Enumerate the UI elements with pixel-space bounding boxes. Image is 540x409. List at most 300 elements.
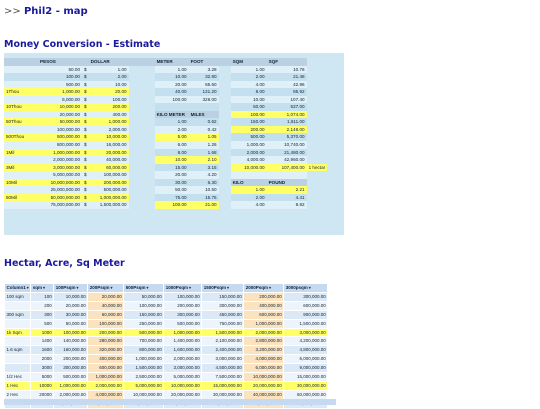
foot-value: 10.50 <box>189 186 219 194</box>
table-cell: 100,000.00 <box>124 301 164 310</box>
table-cell: 6,000,000.00 <box>244 364 284 373</box>
sqf-value: 2,148.00 <box>267 126 307 134</box>
dollar-value: 500,000.00 <box>89 186 129 194</box>
gap-cell <box>219 103 231 111</box>
dollar-value: 2,000.00 <box>89 126 129 134</box>
hectar-header-2[interactable] <box>54 284 88 293</box>
table-cell: 2,400,000.00 <box>202 346 244 355</box>
gap-cell <box>129 118 155 126</box>
gap-cell <box>219 156 231 164</box>
table-cell: 1,500,000.00 <box>202 328 244 337</box>
foot-value: 0.62 <box>189 118 219 126</box>
gap-cell <box>219 58 231 66</box>
pesos-header: PESOS <box>38 58 82 66</box>
table-row <box>5 355 328 364</box>
pesos-value: 100.00 <box>38 73 82 81</box>
hectar-header-0[interactable] <box>5 284 31 293</box>
table-row <box>5 364 328 373</box>
gap-cell <box>219 179 231 187</box>
dollar-header: DOLLAR <box>89 58 129 66</box>
table-cell: 9,000,000.00 <box>284 364 328 373</box>
row-label: 1 Hec <box>5 381 31 390</box>
money-row-label <box>4 126 38 134</box>
gap-cell <box>219 126 231 134</box>
sqf-value: 42.96 <box>267 81 307 89</box>
foot-value: 131.20 <box>189 88 219 96</box>
table-cell: 10,000.00 <box>54 292 88 301</box>
table-cell: 1,500,000.00 <box>124 364 164 373</box>
table-cell: 10,000,000.00 <box>244 373 284 382</box>
dollar-sign: $ <box>84 172 87 178</box>
table-cell: 750,000.00 <box>202 319 244 328</box>
filter-dropdown-icon[interactable]: ▾ <box>189 285 192 290</box>
dollar-value: 10,000.00 <box>89 133 129 141</box>
table-cell: 600,000.00 <box>244 310 284 319</box>
table-cell: 7,500,000.00 <box>202 373 244 382</box>
pesos-value: 5,000,000.00 <box>38 171 82 179</box>
hectar-header-6[interactable] <box>202 284 244 293</box>
foot-value <box>189 103 219 111</box>
dollar-sign: $ <box>84 119 87 125</box>
dollar-value: 400.00 <box>89 111 129 119</box>
row-label <box>5 319 31 328</box>
pesos-value: 20,000.00 <box>38 111 82 119</box>
foot-value: 65.60 <box>189 81 219 89</box>
table-row <box>5 292 328 301</box>
filter-dropdown-icon[interactable]: ▾ <box>110 285 113 290</box>
gap-cell <box>129 164 155 172</box>
gap-cell <box>129 133 155 141</box>
gap-cell <box>129 179 155 187</box>
meter-value <box>155 103 189 111</box>
table-cell: 100,000.00 <box>164 292 202 301</box>
table-cell: 100,000.00 <box>54 328 88 337</box>
table-cell: 40,000,000.00 <box>244 390 284 399</box>
money-row-label: 3Mil <box>4 164 38 172</box>
sqm-value <box>231 171 267 179</box>
gap-cell <box>219 186 231 194</box>
money-conversion-table <box>4 58 327 209</box>
table-cell: 150,000.00 <box>124 310 164 319</box>
table-cell: 30,000,000.00 <box>202 390 244 399</box>
dollar-sign: $ <box>84 111 87 117</box>
table-cell: 2000 <box>31 355 54 364</box>
table-cell: 300,000.00 <box>54 364 88 373</box>
breadcrumb <box>4 6 88 17</box>
filter-dropdown-icon[interactable]: ▾ <box>76 285 79 290</box>
table-cell: 500,000.00 <box>124 328 164 337</box>
row-label <box>5 337 31 346</box>
table-cell: 100 <box>31 292 54 301</box>
pesos-value: 5,000.00 <box>38 96 82 104</box>
money-row-label <box>4 156 38 164</box>
meter-value: 20.00 <box>155 81 189 89</box>
table-cell: 400,000.00 <box>88 355 124 364</box>
sqm-value: 150.00 <box>231 118 267 126</box>
table-cell: 1,000,000.00 <box>164 328 202 337</box>
table-row <box>5 390 328 399</box>
money-row-label: 50Thou <box>4 118 38 126</box>
table-cell: 3,000,000.00 <box>284 328 328 337</box>
foot-value: 1.26 <box>189 141 219 149</box>
table-cell: 3,000,000.00 <box>164 364 202 373</box>
table-cell: 40,000.00 <box>88 301 124 310</box>
table-cell: 6,000,000.00 <box>284 355 328 364</box>
money-row-label: 1Thou <box>4 88 38 96</box>
dollar-sign: $ <box>84 194 87 200</box>
table-cell: 700,000.00 <box>124 337 164 346</box>
gap-cell <box>219 171 231 179</box>
filter-dropdown-icon[interactable]: ▾ <box>43 285 46 290</box>
table-cell: 500,000.00 <box>54 373 88 382</box>
dollar-value: 16,000.00 <box>89 141 129 149</box>
sqm-value: 8.00 <box>231 88 267 96</box>
row-label: 100 sqm <box>5 292 31 301</box>
money-row-label <box>4 96 38 104</box>
table-cell: 200,000.00 <box>88 328 124 337</box>
hectar-header-4[interactable] <box>124 284 164 293</box>
dollar-sign: $ <box>84 142 87 148</box>
gap-cell <box>219 66 231 74</box>
table-cell: 10,000,000.00 <box>124 390 164 399</box>
row-label <box>5 355 31 364</box>
gap-cell <box>129 141 155 149</box>
gap-cell <box>129 126 155 134</box>
foot-value: 3.28 <box>189 66 219 74</box>
table-row <box>5 310 328 319</box>
table-cell: 2,100,000.00 <box>202 337 244 346</box>
sqf-value: 4.41 <box>267 194 307 202</box>
table-cell: 3,000,000.00 <box>202 355 244 364</box>
pesos-value: 500.00 <box>38 81 82 89</box>
dollar-value: 200.00 <box>89 103 129 111</box>
sqf-value: 107,400.00 <box>267 164 307 172</box>
row-label <box>5 364 31 373</box>
table-cell: 50,000.00 <box>124 292 164 301</box>
sqm-value: 4.00 <box>231 81 267 89</box>
table-cell: 200,000.00 <box>164 301 202 310</box>
table-cell: 2,000,000.00 <box>164 355 202 364</box>
meter-value: 50.00 <box>155 186 189 194</box>
gap-cell <box>129 88 155 96</box>
hectar-header-8[interactable] <box>284 284 328 293</box>
table-cell: 30,000.00 <box>54 310 88 319</box>
gap-cell <box>129 149 155 157</box>
filter-dropdown-icon[interactable]: ▾ <box>308 285 311 290</box>
table-cell: 1,000,000.00 <box>54 381 88 390</box>
gap-cell <box>129 66 155 74</box>
table-cell: 20,000,000.00 <box>164 390 202 399</box>
table-cell: 1,000,000.00 <box>244 319 284 328</box>
gap-cell <box>129 111 155 119</box>
table-cell: 4,000,000.00 <box>88 390 124 399</box>
gap-cell <box>129 96 155 104</box>
page-title[interactable]: Phil2 - map <box>23 6 88 17</box>
table-cell: 3000 <box>31 364 54 373</box>
hectar-header-label: Column1 <box>6 285 26 290</box>
dollar-sign: $ <box>84 126 87 132</box>
money-row-label <box>4 66 38 74</box>
filter-dropdown-icon[interactable]: ▾ <box>269 285 272 290</box>
gap-cell <box>219 141 231 149</box>
sqf-value: 8.82 <box>267 201 307 209</box>
dollar-sign: $ <box>84 66 87 72</box>
dollar-value: 1,500,000.00 <box>89 201 129 209</box>
table-cell: 280,000.00 <box>88 337 124 346</box>
gap-cell <box>219 73 231 81</box>
table-cell: 4,200,000.00 <box>284 337 328 346</box>
table-cell: 2,000,000.00 <box>54 390 88 399</box>
table-cell: 30,000,000.00 <box>284 381 328 390</box>
gap-cell <box>129 73 155 81</box>
filter-dropdown-icon[interactable]: ▾ <box>146 285 149 290</box>
sqm-value: 1.00 <box>231 186 267 194</box>
dollar-sign: $ <box>84 202 87 208</box>
foot-value: 15.75 <box>189 194 219 202</box>
hectar-header-1[interactable] <box>31 284 54 293</box>
table-cell: 1,400,000.00 <box>164 337 202 346</box>
dollar-value: 100.00 <box>89 96 129 104</box>
table-cell: 5,000,000.00 <box>164 373 202 382</box>
meter-value: 10.00 <box>155 156 189 164</box>
sqm-value: 2,000.00 <box>231 149 267 157</box>
pesos-value: 50,000.00 <box>38 118 82 126</box>
dollar-value: 60,000.00 <box>89 164 129 172</box>
gap-cell <box>219 149 231 157</box>
dollar-sign: $ <box>84 81 87 87</box>
dollar-value: 10.00 <box>89 81 129 89</box>
table-cell: 2,000,000.00 <box>244 328 284 337</box>
table-row <box>5 319 328 328</box>
meter-value: 100.00 <box>155 96 189 104</box>
pesos-value: 10,000,000.00 <box>38 179 82 187</box>
dollar-sign: $ <box>84 157 87 163</box>
table-cell: 200 <box>31 301 54 310</box>
table-cell: 20000 <box>31 390 54 399</box>
meter-value: 6.00 <box>155 141 189 149</box>
pesos-value: 800,000.00 <box>38 141 82 149</box>
table-cell: 450,000.00 <box>202 310 244 319</box>
sqf-value: 1,611.00 <box>267 118 307 126</box>
gap-cell <box>129 58 155 66</box>
filter-dropdown-icon[interactable]: ▾ <box>227 285 230 290</box>
meter-value: 8.00 <box>155 149 189 157</box>
money-row-label: 500Thou <box>4 133 38 141</box>
money-corner-cell <box>4 58 38 66</box>
hectar-table <box>4 283 328 409</box>
table-cell: 600,000.00 <box>284 301 328 310</box>
dollar-sign: $ <box>84 89 87 95</box>
money-row-label <box>4 141 38 149</box>
dollar-sign: $ <box>84 104 87 110</box>
hectar-header-5[interactable] <box>164 284 202 293</box>
hectar-header-label: 3000psqm <box>285 285 308 290</box>
hectar-header-label: 1000Psqm <box>165 285 189 290</box>
table-cell: 2,800,000.00 <box>244 337 284 346</box>
dollar-sign: $ <box>84 187 87 193</box>
hectar-header-label: 100Psqm <box>55 285 76 290</box>
sqf-value: 21.48 <box>267 73 307 81</box>
table-cell: 300 <box>31 310 54 319</box>
gap-cell <box>219 194 231 202</box>
sqm-value: 4,000.00 <box>231 156 267 164</box>
meter-value: 75.00 <box>155 194 189 202</box>
dollar-value: 20,000.00 <box>89 149 129 157</box>
dollar-sign: $ <box>84 74 87 80</box>
sqf-value: 85.92 <box>267 88 307 96</box>
row-label <box>5 301 31 310</box>
table-cell: 300,000.00 <box>202 301 244 310</box>
pesos-value: 3,000,000.00 <box>38 164 82 172</box>
sqf-value: POUND <box>267 179 307 187</box>
sqm-value: 10.00 <box>231 96 267 104</box>
foot-value: 1.05 <box>189 133 219 141</box>
dollar-value: 100,000.00 <box>89 171 129 179</box>
dollar-sign: $ <box>84 134 87 140</box>
sqf-value: 10,740.00 <box>267 141 307 149</box>
hectar-header-7[interactable] <box>244 284 284 293</box>
table-row <box>5 346 328 355</box>
foot-value: 2.10 <box>189 156 219 164</box>
table-cell: 500 <box>31 319 54 328</box>
table-cell: 150,000.00 <box>202 292 244 301</box>
dollar-value: 40,000.00 <box>89 156 129 164</box>
sqm-value: 1.00 <box>231 66 267 74</box>
hectar-header-label: 2000Psqm <box>245 285 269 290</box>
dollar-sign: $ <box>84 149 87 155</box>
table-cell: 500,000.00 <box>164 319 202 328</box>
table-cell: 320,000.00 <box>88 346 124 355</box>
table-cell: 250,000.00 <box>124 319 164 328</box>
foot-header: FOOT <box>189 58 219 66</box>
pesos-value: 500,000.00 <box>38 133 82 141</box>
table-cell: 15,000,000.00 <box>284 373 328 382</box>
gap-cell <box>219 81 231 89</box>
gap-cell <box>129 201 155 209</box>
table-cell: 100,000.00 <box>88 319 124 328</box>
row-label: 2 Hec <box>5 390 31 399</box>
table-cell: 800,000.00 <box>124 346 164 355</box>
sqf-value: 2.21 <box>267 186 307 194</box>
table-cell: 4,500,000.00 <box>202 364 244 373</box>
table-cell: 60,000.00 <box>88 310 124 319</box>
table-cell: 15,000,000.00 <box>202 381 244 390</box>
hectar-header-label: sqm <box>32 285 43 290</box>
table-cell: 3,200,000.00 <box>244 346 284 355</box>
money-row-label: 10Mil <box>4 179 38 187</box>
table-cell: 140,000.00 <box>54 337 88 346</box>
dollar-value: 20.00 <box>89 88 129 96</box>
table-cell: 10000 <box>31 381 54 390</box>
gap-cell <box>129 171 155 179</box>
table-cell: 5000 <box>31 373 54 382</box>
gap-cell <box>129 156 155 164</box>
hectar-header-label: 1500Psqm <box>203 285 227 290</box>
sqm-value: 500.00 <box>231 133 267 141</box>
meter-value: 100.00 <box>155 201 189 209</box>
dollar-value: 200,000.00 <box>89 179 129 187</box>
hectar-heading: Hectar, Acre, Sq Meter <box>4 258 125 269</box>
gap-cell <box>219 88 231 96</box>
sqf-value: 107.40 <box>267 96 307 104</box>
money-row-label <box>4 171 38 179</box>
table-row <box>5 381 328 390</box>
foot-value: 4.20 <box>189 171 219 179</box>
meter-value: 2.00 <box>155 126 189 134</box>
gap-cell <box>129 186 155 194</box>
table-cell: 300,000.00 <box>164 310 202 319</box>
table-cell: 20,000.00 <box>54 301 88 310</box>
table-cell: 20,000.00 <box>88 292 124 301</box>
sqf-value <box>267 171 307 179</box>
dollar-sign: $ <box>84 179 87 185</box>
gap-cell <box>129 103 155 111</box>
meter-value: 15.00 <box>155 164 189 172</box>
foot-value: 1.68 <box>189 149 219 157</box>
pesos-value: 25,000,000.00 <box>38 186 82 194</box>
sqf-header: SQF <box>267 58 307 66</box>
sqf-value: 537.00 <box>267 103 307 111</box>
filter-dropdown-icon[interactable]: ▾ <box>26 285 29 290</box>
money-heading: Money Conversion - Estimate <box>4 39 161 50</box>
row-label: 1k Sqm <box>5 328 31 337</box>
table-cell: 20,000,000.00 <box>244 381 284 390</box>
meter-value: KILO METER <box>155 111 189 119</box>
gap-cell <box>219 164 231 172</box>
sqm-value: 4.00 <box>231 201 267 209</box>
table-cell: 5,000,000.00 <box>124 381 164 390</box>
meter-value: 5.00 <box>155 133 189 141</box>
sqm-value: 1,000.00 <box>231 141 267 149</box>
sqm-value: 10,000.00 <box>231 164 267 172</box>
foot-value: 21.00 <box>189 201 219 209</box>
meter-value: 40.00 <box>155 88 189 96</box>
money-row-label: 50Mil <box>4 194 38 202</box>
money-row-label: 10Thou <box>4 103 38 111</box>
table-cell: 2,500,000.00 <box>124 373 164 382</box>
dollar-value: 1,000.00 <box>89 118 129 126</box>
table-cell: 1,000,000.00 <box>88 373 124 382</box>
table-cell: 50,000.00 <box>54 319 88 328</box>
sqm-value: 2.00 <box>231 73 267 81</box>
pesos-value: 1,000.00 <box>38 88 82 96</box>
sqm-value: 200.00 <box>231 126 267 134</box>
pesos-value: 50.00 <box>38 66 82 74</box>
table-cell: 600,000.00 <box>88 364 124 373</box>
money-row-label <box>4 81 38 89</box>
hectar-header-3[interactable] <box>88 284 124 293</box>
dollar-value: 2.00 <box>89 73 129 81</box>
row-label: 300 sqm <box>5 310 31 319</box>
meter-value: 10.00 <box>155 73 189 81</box>
table-cell: 4,000,000.00 <box>244 355 284 364</box>
table-cell: 200,000.00 <box>54 355 88 364</box>
sqm-value: 100.00 <box>231 111 267 119</box>
table-cell: 900,000.00 <box>284 310 328 319</box>
meter-header: METER <box>155 58 189 66</box>
gap-cell <box>129 194 155 202</box>
row-label: 1.6 sqm <box>5 346 31 355</box>
table-cell: 60,000,000.00 <box>284 390 328 399</box>
table-cell: 2,000,000.00 <box>88 381 124 390</box>
meter-value: 1.00 <box>155 118 189 126</box>
table-cell: 200,000.00 <box>244 292 284 301</box>
table-cell: 1,000,000.00 <box>124 355 164 364</box>
money-row-label <box>4 201 38 209</box>
hectar-header-label: 500Psqm <box>125 285 146 290</box>
sqm-value: 50.00 <box>231 103 267 111</box>
sqm-header: SQM <box>231 58 267 66</box>
